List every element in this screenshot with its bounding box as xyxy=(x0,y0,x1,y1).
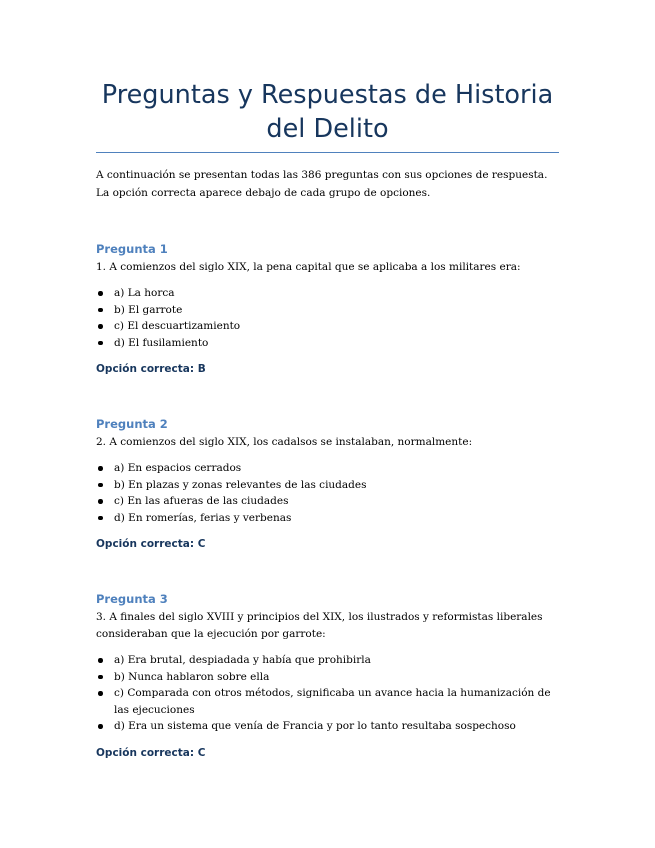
option-c: c) El descuartizamiento xyxy=(96,318,559,335)
option-a: a) Era brutal, despiadada y había que prohibirla xyxy=(96,652,559,669)
question-heading: Pregunta 2 xyxy=(96,417,168,431)
option-a: a) En espacios cerrados xyxy=(96,460,559,477)
intro-paragraph: A continuación se presentan todas las 386 preguntas con sus opciones de respuesta. La opción correcta aparece debajo de cada grupo de opciones. xyxy=(96,169,548,199)
question-heading: Pregunta 3 xyxy=(96,592,168,606)
correct-answer: Opción correcta: C xyxy=(96,746,206,759)
question-text: 2. A comienzos del siglo XIX, los cadalsos se instalaban, normalmente: xyxy=(96,436,473,448)
option-c: c) Comparada con otros métodos, significaba un avance hacia la humanización de las ejecuciones xyxy=(96,685,559,718)
document-title: Preguntas y Respuestas de Historia del Delito xyxy=(101,80,554,144)
question-heading: Pregunta 1 xyxy=(96,242,168,256)
options-list xyxy=(96,460,559,526)
option-b: b) El garrote xyxy=(96,302,559,319)
question-block-1 xyxy=(96,241,559,377)
options-list xyxy=(96,652,559,735)
option-d: d) El fusilamiento xyxy=(96,335,559,352)
question-text: 1. A comienzos del siglo XIX, la pena capital que se aplicaba a los militares era: xyxy=(96,261,521,273)
option-c: c) En las afueras de las ciudades xyxy=(96,493,559,510)
option-b: b) En plazas y zonas relevantes de las ciudades xyxy=(96,477,559,494)
option-d: d) Era un sistema que venía de Francia y por lo tanto resultaba sospechoso xyxy=(96,718,559,735)
option-d: d) En romerías, ferias y verbenas xyxy=(96,510,559,527)
question-block-2 xyxy=(96,416,559,552)
options-list xyxy=(96,285,559,351)
question-block-3 xyxy=(96,591,559,761)
correct-answer: Opción correcta: C xyxy=(96,538,206,550)
correct-answer: Opción correcta: B xyxy=(96,363,206,375)
option-a: a) La horca xyxy=(96,285,559,302)
document-page xyxy=(96,0,559,761)
question-text: 3. A finales del siglo XVIII y principios del XIX, los ilustrados y reformistas liberales consideraban que la ejecución por garrote: xyxy=(96,611,543,640)
title-divider xyxy=(96,152,559,153)
option-b: b) Nunca hablaron sobre ella xyxy=(96,669,559,686)
